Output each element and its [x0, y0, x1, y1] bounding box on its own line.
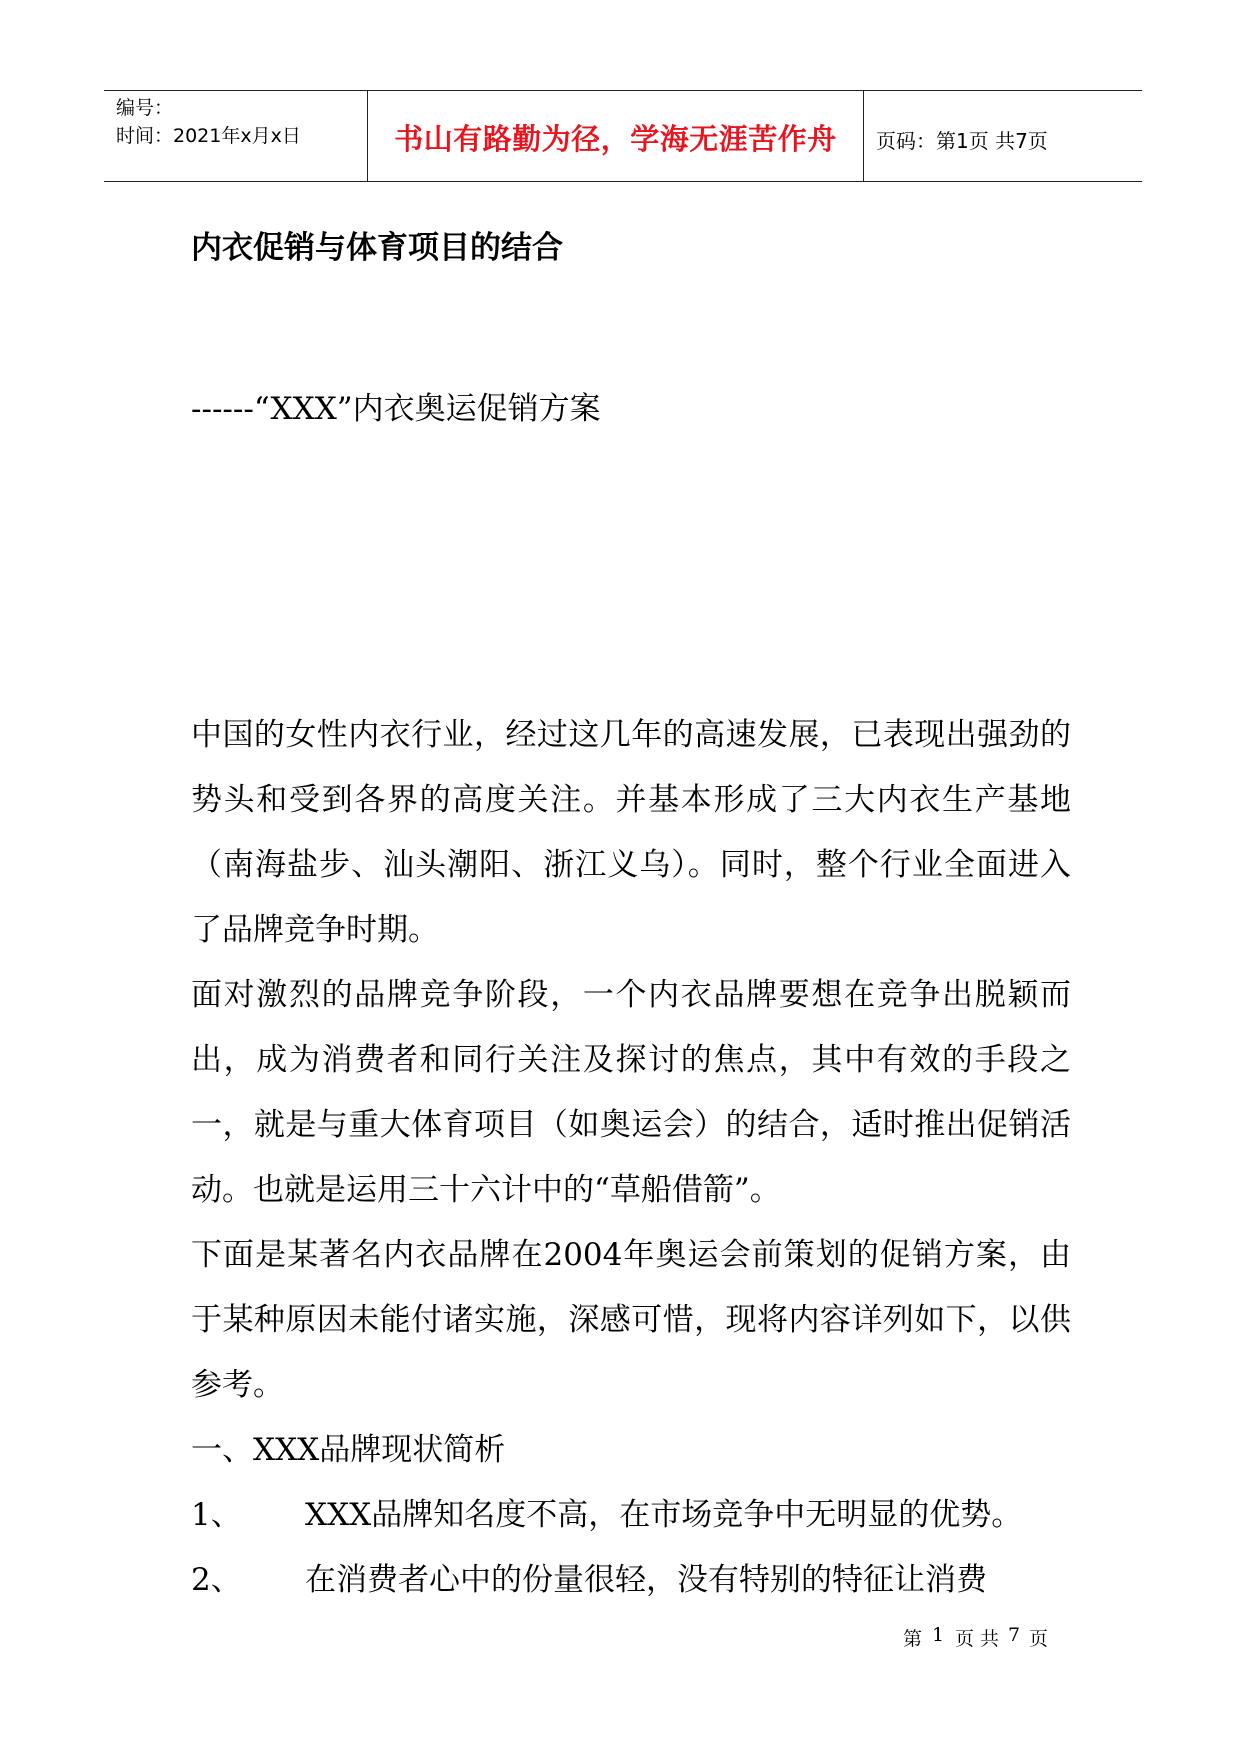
doc-number-label: 编号：: [116, 97, 174, 119]
list-item: [191, 1548, 1071, 1613]
list-item-number: 1、: [191, 1497, 242, 1533]
footer-page-number: 1: [932, 1624, 945, 1646]
document-subtitle: ------“XXX”内衣奥运促销方案: [191, 391, 601, 427]
header-page-info: 页码：第1页 共7页: [876, 129, 1048, 153]
list-item-text: XXX品牌知名度不高，在市场竞争中无明显的优势。: [305, 1497, 1023, 1533]
list-item-text: 在消费者心中的份量很轻，没有特别的特征让消费: [305, 1562, 987, 1598]
list-item-number: 2、: [191, 1562, 242, 1598]
body-paragraph: 下面是某著名内衣品牌在2004年奥运会前策划的促销方案，由于某种原因未能付诸实施，深感可惜，现将内容详列如下，以供参考。: [191, 1237, 1071, 1403]
body-paragraph: 中国的女性内衣行业，经过这几年的高速发展，已表现出强劲的势头和受到各界的高度关注。并基本形成了三大内衣生产基地（南海盐步、汕头潮阳、浙江义乌）。同时，整个行业全面进入了品牌竞争时期。: [191, 717, 1071, 948]
header-motto-cell: [368, 91, 864, 181]
section-heading: 一、XXX品牌现状简析: [191, 1432, 506, 1468]
footer-suffix: 页: [1029, 1628, 1049, 1650]
footer-prefix: 第: [903, 1628, 923, 1650]
header-motto: 书山有路勤为径，学海无涯苦作舟: [394, 122, 837, 156]
document-header: [104, 90, 1142, 182]
footer-mid: 页 共: [955, 1628, 1000, 1650]
document-body: [191, 703, 1071, 1613]
header-info-cell: [104, 91, 368, 181]
footer-total-pages: 7: [1008, 1624, 1021, 1646]
list-item: [191, 1483, 1071, 1548]
body-paragraph: 面对激烈的品牌竞争阶段，一个内衣品牌要想在竞争出脱颖而出，成为消费者和同行关注及探讨的焦点，其中有效的手段之一，就是与重大体育项目（如奥运会）的结合，适时推出促销活动。也就是运用三十六计中的“草船借箭”。: [191, 977, 1071, 1208]
doc-time-label: 时间：2021年x月x日: [116, 125, 301, 147]
header-page-cell: [864, 91, 1142, 181]
document-title: 内衣促销与体育项目的结合: [191, 230, 563, 266]
